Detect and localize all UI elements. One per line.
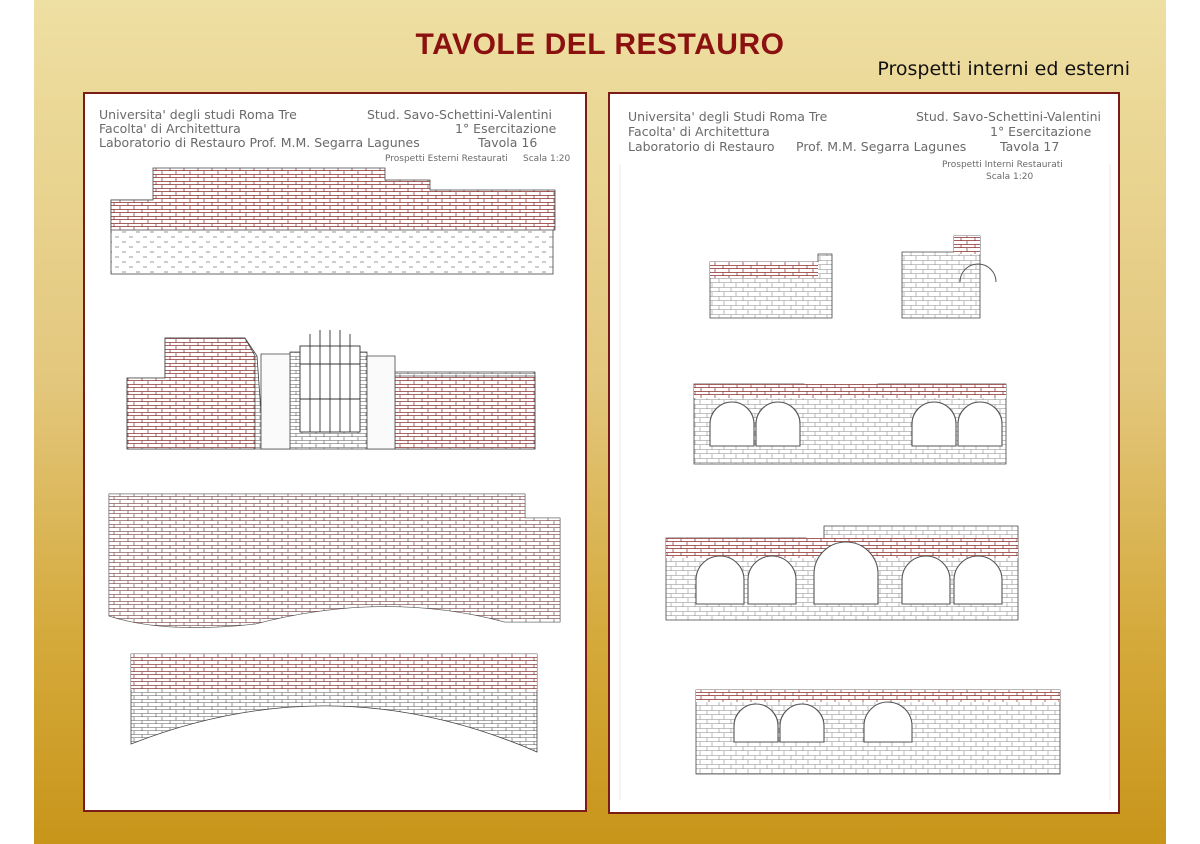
sheet-subject: Prospetti Interni Restaurati — [942, 160, 1063, 170]
elevation-4 — [131, 654, 537, 752]
interior-elevation-1 — [710, 236, 996, 318]
sheet-scale: Scala 1:20 — [986, 172, 1034, 182]
right-elevation-drawings — [610, 94, 1118, 812]
sheet-faculty: Facolta' di Architettura — [628, 124, 770, 139]
slide — [34, 0, 1166, 844]
drawing-sheet-tavola-16 — [83, 92, 587, 812]
sheet-table-number: Tavola 16 — [478, 135, 538, 150]
elevation-3 — [109, 494, 560, 628]
sheet-university: Universita' degli Studi Roma Tre — [628, 109, 828, 124]
left-elevation-drawings — [85, 94, 585, 810]
sheet-students: Stud. Savo-Schettini-Valentini — [367, 107, 552, 122]
sheet-table-number: Tavola 17 — [1000, 139, 1060, 154]
sheet-lab: Laboratorio di Restauro Prof. M.M. Segarra Lagunes — [99, 135, 420, 150]
interior-elevation-2 — [694, 384, 1006, 464]
sheet-exercise: 1° Esercitazione — [990, 124, 1092, 139]
sheet-professor: Prof. M.M. Segarra Lagunes — [796, 139, 967, 154]
page-subtitle: Prospetti interni ed esterni — [877, 58, 1130, 80]
sheet-lab: Laboratorio di Restauro — [628, 139, 775, 154]
elevation-1 — [111, 168, 555, 274]
sheet-subject: Prospetti Esterni Restaurati — [385, 154, 508, 164]
sheet-faculty: Facolta' di Architettura — [99, 121, 241, 136]
page-title: TAVOLE DEL RESTAURO — [415, 28, 785, 61]
elevation-2 — [127, 330, 535, 449]
interior-elevation-3 — [666, 526, 1018, 620]
sheet-university: Universita' degli studi Roma Tre — [99, 107, 297, 122]
sheet-scale: Scala 1:20 — [523, 154, 571, 164]
sheet-exercise: 1° Esercitazione — [455, 121, 557, 136]
sheet-students: Stud. Savo-Schettini-Valentini — [916, 109, 1101, 124]
drawing-sheet-tavola-17 — [608, 92, 1120, 814]
interior-elevation-4 — [696, 690, 1060, 774]
